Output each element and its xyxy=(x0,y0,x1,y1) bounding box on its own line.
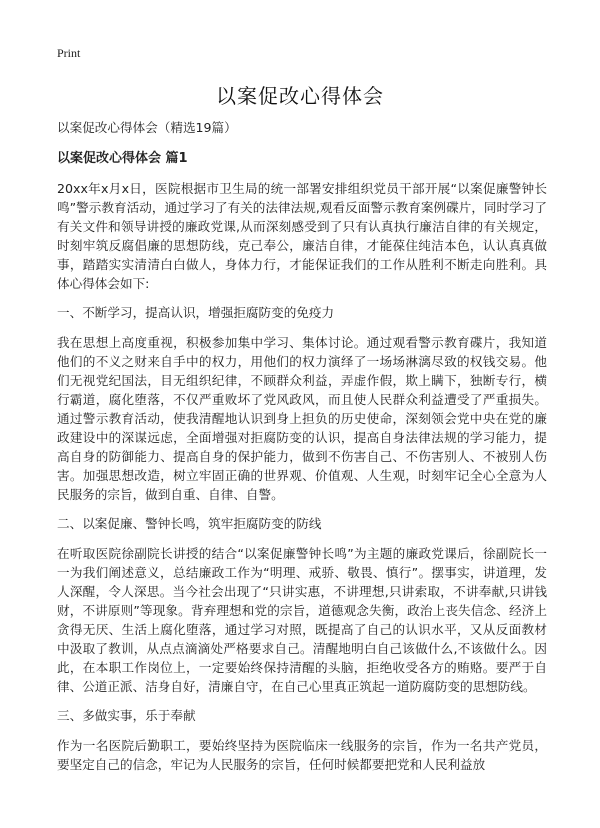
section-heading: 一、不断学习，提高认识，增强拒腐防变的免疫力 xyxy=(57,305,335,320)
paragraph: 作为一名医院后勤职工，要始终坚持为医院临床一线服务的宗旨，作为一名共产党员，要坚定自己的信念，牢记为人民服务的宗旨，任何时候都要把党和人民利益放 xyxy=(57,738,547,772)
page-title: 以案促改心得体会 xyxy=(216,84,384,108)
document-subtitle: 以案促改心得体会（精选19篇） xyxy=(57,120,237,135)
section-title: 以案促改心得体会 篇1 xyxy=(57,151,188,166)
print-link[interactable]: Print xyxy=(57,46,81,60)
paragraph: 在听取医院徐副院长讲授的结合“以案促廉警钟长鸣”为主题的廉政党课后，徐副院长一一为我们阐述意义，总结廉政工作为“明理、戒骄、敬畏、慎行”。摆事实，讲道理，发人深醒，令人深思。当今社会出现了“只讲实惠，不讲理想,只讲索取，不讲奉献,只讲钱财，不讲原则”等现象。背弃理想和党的宗旨，道德观念失衡，政治上丧失信念、经济上贪得无厌、生活上腐化堕落，通过学习对照，既提高了自己的认识水平，又从反面教材中汲取了教训，从点点滴滴处严格要求自己。清醒地明白自己该做什么,不该做什么。因此，在本职工作岗位上，一定要始终保持清醒的头脑，拒绝收受各方的贿赂。要严于自律、公道正派、洁身自好，清廉自守，在自己心里真正筑起一道防腐防变的思想防线。 xyxy=(57,546,547,694)
document-body xyxy=(57,118,547,784)
paragraph: 我在思想上高度重视，积极参加集中学习、集体讨论。通过观看警示教育碟片，我知道他们的不义之财来自手中的权力，用他们的权力演绎了一场场淋漓尽致的权钱交易。他们无视党纪国法，目无组织纪律，不顾群众利益，弄虚作假，欺上瞒下，独断专行，横行霸道，腐化堕落，不仅严重败坏了党风政风，而且使人民群众利益遭受了严重损失。通过警示教育活动，使我清醒地认识到身上担负的历史使命，深刻领会党中央在党的廉政建设中的深谋远虑，全面增强对拒腐防变的认识，提高自身法律法规的学习能力，提高自身的防御能力、提高自身的保护能力，做到不伤害自己、不伤害别人、不被别人伤害。加强思想改造，树立牢固正确的世界观、价值观、人生观，时刻牢记全心全意为人民服务的宗旨，做到自重、自律、自警。 xyxy=(57,335,547,502)
paragraph: 20xx年x月x日，医院根据市卫生局的统一部署安排组织党员干部开展“以案促廉警钟长鸣”警示教育活动，通过学习了有关的法律法规,观看反面警示教育案例碟片，同时学习了有关文件和领导讲授的廉政党课,从而深刻感受到了只有认真执行廉洁自律的有关规定，时刻牢筑反腐倡廉的思想防线，克己奉公，廉洁自律，才能葆住纯洁本色，认认真真做事，踏踏实实清清白白做人，身体力行，才能保证我们的工作从胜利不断走向胜利。具体心得体会如下: xyxy=(57,181,547,291)
section-heading: 三、多做实事，乐于奉献 xyxy=(57,708,196,723)
section-heading: 二、以案促廉、警钟长鸣，筑牢拒腐防变的防线 xyxy=(57,516,322,531)
